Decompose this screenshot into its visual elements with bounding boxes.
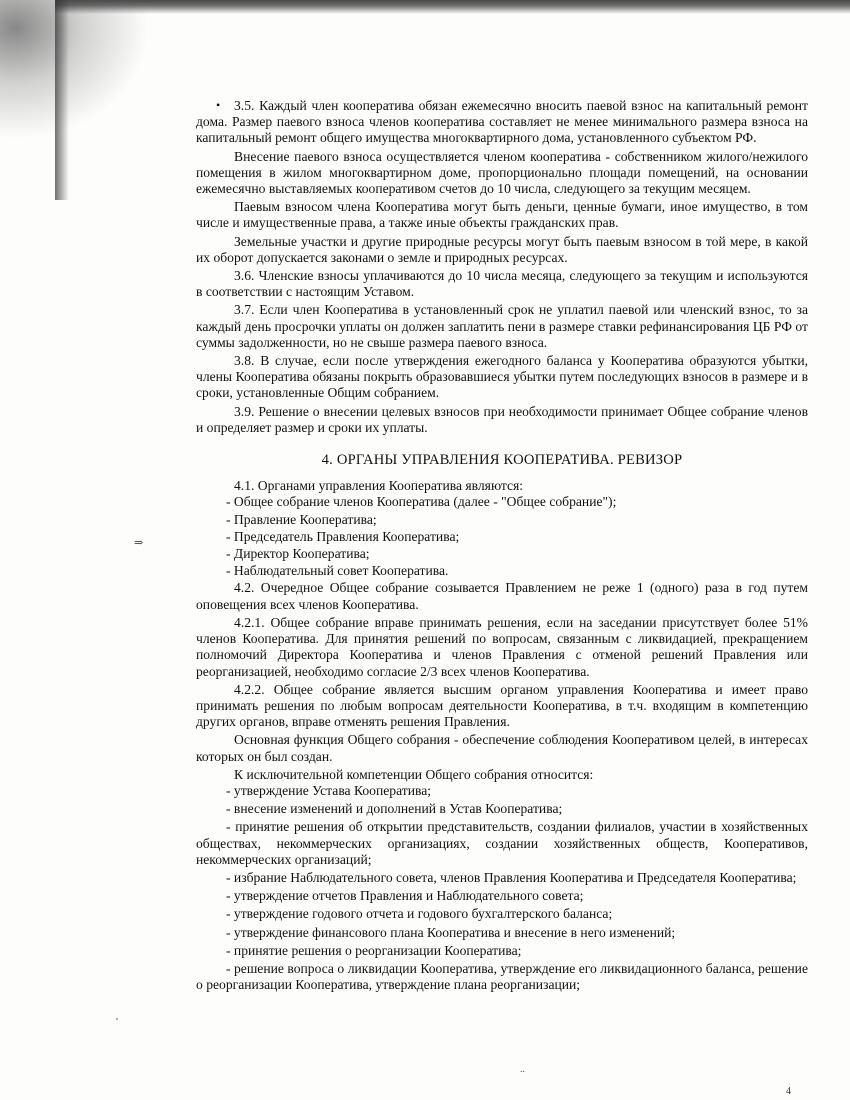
competence-item: - утверждение финансового плана Кооператива и внесение в него изменений; bbox=[226, 924, 676, 940]
competence-item: - избрание Наблюдательного совета, членов Правления Кооператива и Председателя Кооператива; bbox=[226, 869, 797, 885]
document-body bbox=[196, 98, 808, 995]
bullet-mark: • bbox=[216, 98, 221, 112]
paragraph-3-6: 3.6. Членские взносы уплачиваются до 10 числа месяца, следующего за текущим и используются в соответствии с настоящим Уставом. bbox=[196, 268, 808, 300]
paragraph-payment: Внесение паевого взноса осуществляется членом кооператива - собственником жилого/нежилого помещения в жилом многоквартирном доме, пропорционально площади помещений, на основании ежемесячно выставляемых кооперативом счетов до 10 числа, следующего за текущим месяцем. bbox=[196, 148, 808, 197]
paragraph-4-2-2: 4.2.2. Общее собрание является высшим органом управления Кооператива и имеет право принимать решения по любым вопросам деятельности Кооператива, в т.ч. входящим в компетенцию других органов, вправе отменять решения Правления. bbox=[196, 681, 808, 730]
page-number: 4 bbox=[786, 1086, 791, 1097]
margin-mark: ⇒ bbox=[134, 537, 144, 549]
organ-item: - Директор Кооператива; bbox=[226, 546, 370, 562]
organ-item: - Правление Кооператива; bbox=[226, 511, 377, 527]
bottom-dash: .. bbox=[520, 1064, 525, 1075]
scan-shadow-corner bbox=[0, 0, 150, 140]
scan-shadow-left bbox=[55, 0, 69, 200]
competence-item: - утверждение Устава Кооператива; bbox=[226, 782, 432, 798]
scan-shadow-top bbox=[55, 0, 850, 14]
organ-item: - Общее собрание членов Кооператива (далее - "Общее собрание"); bbox=[226, 494, 617, 510]
paragraph-3-8: 3.8. В случае, если после утверждения ежегодного баланса у Кооператива образуются убытки, члены Кооператива обязаны покрыть образовавшиеся убытки путем последующих взносов в размере и в сроки, установленные Общим собранием. bbox=[196, 353, 808, 401]
competence-item: - утверждение годового отчета и годового бухгалтерского баланса; bbox=[226, 906, 613, 922]
competence-item: - принятие решения об открытии представительств, создании филиалов, участии в хозяйственных обществах, некоммерческих организациях, создании хозяйственных обществ, Кооперативов, некоммерческих организаций; bbox=[196, 819, 808, 867]
competence-item: - утверждение отчетов Правления и Наблюдательного совета; bbox=[226, 888, 584, 904]
margin-mark-bottom: ' bbox=[116, 1016, 118, 1028]
paragraph-main-function: Основная функция Общего собрания - обеспечение соблюдения Кооперативом целей, в интересах которых он был создан. bbox=[196, 732, 808, 764]
paragraph-land: Земельные участки и другие природные ресурсы могут быть паевым взносом в той мере, в какой их оборот допускается законами о земле и природных ресурсах. bbox=[196, 233, 808, 265]
competence-item: - решение вопроса о ликвидации Кооператива, утверждение его ликвидационного баланса, решение о реорганизации Кооператива, утверждение плана реорганизации; bbox=[196, 960, 808, 993]
paragraph-4-2-1: 4.2.1. Общее собрание вправе принимать решения, если на заседании присутствует более 51% членов Кооператива. Для принятия решений по вопросам, связанным с ликвидацией, прекращением полномочий Директора Кооператива и членов Правления с отменой решений Правления или реорганизацией, необходимо согласие 2/3 всех членов Кооператива. bbox=[196, 614, 808, 679]
organ-item: - Наблюдательный совет Кооператива. bbox=[226, 563, 449, 579]
paragraph-3-7: 3.7. Если член Кооператива в установленный срок не уплатил паевой или членский взнос, то за каждый день просрочки уплаты он должен заплатить пени в размере ставки рефинансирования ЦБ РФ от суммы задолженности, но не свыше размера паевого взноса. bbox=[196, 302, 808, 350]
paragraph-4-1: 4.1. Органами управления Кооператива являются: bbox=[234, 478, 524, 494]
organ-item: - Председатель Правления Кооператива; bbox=[226, 528, 460, 544]
paragraph-4-2: 4.2. Очередное Общее собрание созывается Правлением не реже 1 (одного) раза в год путем оповещения всех членов Кооператива. bbox=[196, 580, 808, 612]
section-heading: 4. ОРГАНЫ УПРАВЛЕНИЯ КООПЕРАТИВА. РЕВИЗОР bbox=[321, 452, 683, 469]
competence-item: - принятие решения о реорганизации Кооператива; bbox=[226, 942, 522, 958]
paragraph-share-contribution: Паевым взносом члена Кооператива могут быть деньги, ценные бумаги, иное имущество, в том числе и имущественные права, а также иные объекты гражданских прав. bbox=[196, 199, 808, 231]
paragraph-3-9: 3.9. Решение о внесении целевых взносов при необходимости принимает Общее собрание членов и определяет размер и сроки их уплаты. bbox=[196, 403, 808, 435]
paragraph-3-5: 3.5. Каждый член кооператива обязан ежемесячно вносить паевой взнос на капитальный ремонт дома. Размер паевого взноса членов кооператива составляет не менее минимального размера взноса на капитальный ремонт общего имущества многоквартирного дома, установленного субъектом РФ. bbox=[196, 98, 808, 146]
competence-item: - внесение изменений и дополнений в Устав Кооператива; bbox=[226, 801, 563, 817]
paragraph-exclusive-competence: К исключительной компетенции Общего собрания относится: bbox=[234, 766, 594, 782]
